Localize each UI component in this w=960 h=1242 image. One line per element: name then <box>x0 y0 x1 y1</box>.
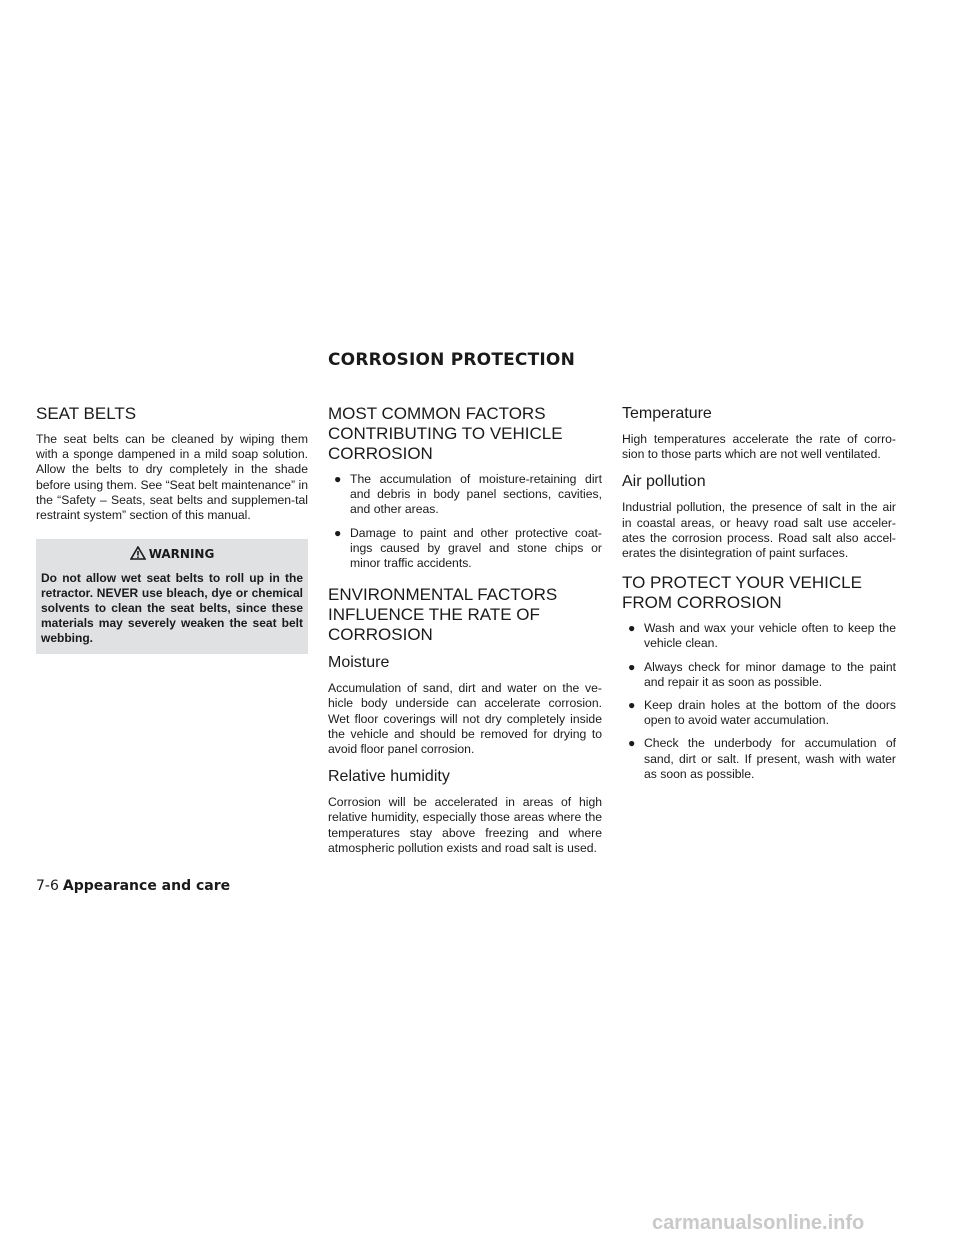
bullet-icon: ● <box>334 472 342 486</box>
chapter-title: Appearance and care <box>62 878 231 894</box>
temperature-paragraph: High temperatures accelerate the rate of corro-sion to those parts which are not well ventilated. <box>622 432 896 462</box>
page-number: 7-6 <box>36 878 59 894</box>
air-pollution-paragraph: Industrial pollution, the presence of salt in the air in coastal areas, or heavy road salt use acceler-ates the corrosion process. Road salt also accel-erates the disintegration of paint surfaces. <box>622 500 896 561</box>
warning-header <box>41 545 303 565</box>
seat-belts-heading: SEAT BELTS <box>36 404 137 423</box>
list-item: ● Wash and wax your vehicle often to keep the vehicle clean. <box>622 621 896 651</box>
humidity-paragraph: Corrosion will be accelerated in areas of high relative humidity, especially those areas where the temperatures stay above freezing and where atmospheric pollution exists and road salt is used. <box>328 795 602 855</box>
list-item: ● Keep drain holes at the bottom of the doors open to avoid water accumulation. <box>622 698 896 728</box>
moisture-subheading: Moisture <box>328 654 390 672</box>
bullet-icon: ● <box>334 525 342 540</box>
protect-vehicle-heading: TO PROTECT YOUR VEHICLE FROM CORROSION <box>622 573 862 613</box>
column-1 <box>36 404 308 654</box>
list-item: ● Always check for minor damage to the paint and repair it as soon as possible. <box>622 660 896 690</box>
watermark: carmanualsonline.info <box>652 1212 865 1234</box>
temperature-subheading: Temperature <box>622 405 712 422</box>
list-item: ● Damage to paint and other protective coat-ings caused by gravel and stone chips or minor traffic accidents. <box>328 526 602 572</box>
bullet-icon: ● <box>628 621 636 636</box>
warning-title: WARNING <box>148 547 215 562</box>
bullet-icon: ● <box>628 659 636 674</box>
column-2 <box>328 404 602 866</box>
column-3 <box>622 404 896 790</box>
section-title: CORROSION PROTECTION <box>328 350 576 370</box>
environmental-factors-heading: ENVIRONMENTAL FACTORS INFLUENCE THE RATE OF CORROSION <box>328 585 558 645</box>
list-item: ● Check the underbody for accumulation of sand, dirt or salt. If present, wash with water as soon as possible. <box>622 736 896 782</box>
humidity-subheading: Relative humidity <box>328 768 450 786</box>
warning-text: Do not allow wet seat belts to roll up in the retractor. NEVER use bleach, dye or chemical solvents to clean the seat belts, since these materials may severely weaken the seat belt webbing. <box>41 571 303 646</box>
list-item: ● The accumulation of moisture-retaining dirt and debris in body panel sections, cavities, and other areas. <box>328 472 602 518</box>
bullet-icon: ● <box>628 736 636 751</box>
air-pollution-subheading: Air pollution <box>622 473 706 491</box>
common-factors-heading: MOST COMMON FACTORS CONTRIBUTING TO VEHICLE CORROSION <box>328 404 563 463</box>
seat-belts-paragraph: The seat belts can be cleaned by wiping them with a sponge dampened in a mild soap solution. Allow the belts to dry completely in the shade before using them. See “Seat belt maintenance” in the “Safety – Seats, seat belts and supplemen-tal restraint system” section of this manual. <box>36 432 308 523</box>
bullet-icon: ● <box>628 698 636 713</box>
warning-box <box>36 539 308 654</box>
warning-icon <box>130 546 146 565</box>
page-footer <box>36 878 230 894</box>
moisture-paragraph: Accumulation of sand, dirt and water on the ve-hicle body underside can accelerate corrosion. Wet floor coverings will not dry completely inside the vehicle and should be removed for drying to avoid floor panel corrosion. <box>328 681 602 757</box>
